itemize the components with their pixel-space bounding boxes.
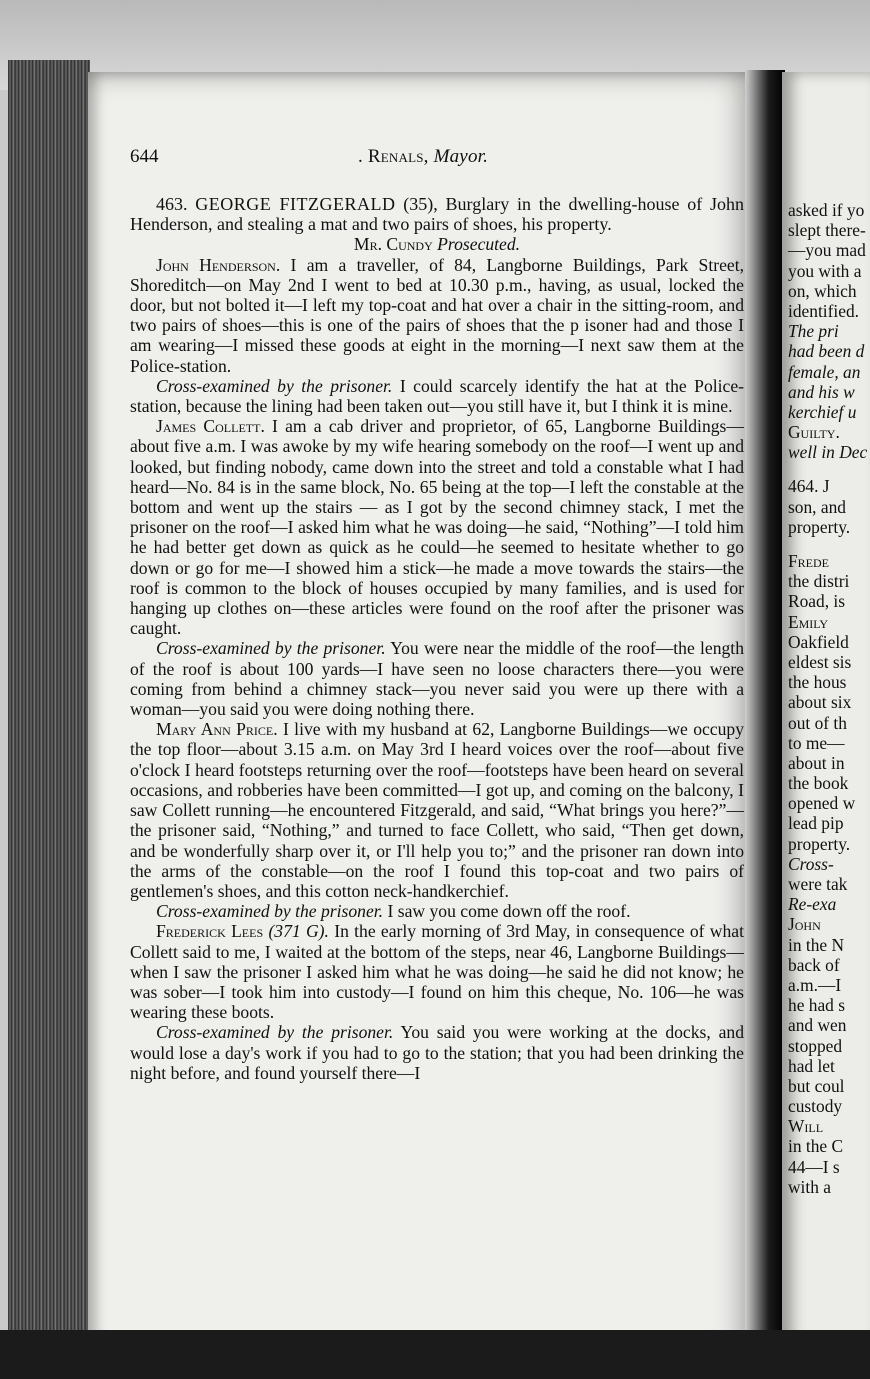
right-page-line: out of th [788, 712, 847, 733]
running-head-name: Renals, [367, 146, 429, 167]
right-page-line: Oakfield [788, 631, 849, 652]
cross-examination-paragraph [130, 901, 744, 921]
page-header [130, 146, 730, 172]
defendant-age: (35), [403, 194, 438, 214]
testimony-text: In the early morning of 3rd May, in consequence of what Collett said to me, I waited at the bottom of the steps, near 46, Langborne Buildings—when I saw the prisoner I asked him what he was doing—he said he did not know; he was sober—I took him into custody—I found on him this cheque, No. 106—he was wearing these boots. [130, 921, 744, 1023]
right-page-line: John [788, 914, 821, 935]
running-head-title: Mayor. [433, 146, 489, 167]
cross-examination-label: Cross-examined by the prisoner. [156, 1022, 394, 1043]
right-page-line: were tak [788, 874, 848, 894]
right-page-line [788, 462, 870, 476]
right-page-line: about six [788, 692, 852, 713]
right-page-line: kerchief u [788, 401, 857, 422]
testimony-paragraph [130, 921, 744, 1022]
defendant-name: GEORGE FITZGERALD [195, 194, 396, 214]
right-page-line: Emily [788, 611, 829, 632]
right-page-line [788, 537, 870, 551]
witness-name: James Collett. [156, 416, 265, 437]
cross-examination-paragraph [130, 638, 744, 719]
right-page-line: property. [788, 833, 851, 854]
right-page-line: the book [788, 773, 849, 794]
witness-name: Mary Ann Price. [156, 719, 278, 740]
right-page-line: the hous [788, 672, 847, 693]
right-page-line: in the N [788, 934, 845, 955]
right-page-line: and his w [788, 381, 855, 402]
right-page-line: opened w [788, 793, 856, 814]
right-page-line: son, and [788, 496, 846, 517]
cross-examination-label: Cross-examined by the prisoner. [156, 901, 384, 922]
prosecutor-role: Prosecuted. [437, 234, 521, 255]
right-page-line: had been d [788, 341, 865, 362]
right-page-line: 464. J [788, 476, 830, 497]
right-page-line: the distri [788, 571, 850, 592]
testimony-text: I could scarcely identify the hat at the Police-station, because the lining had been taken out—you still have it, but I think it is mine. [130, 375, 744, 417]
right-page-text [788, 200, 870, 1197]
testimony-text: You were near the middle of the roof—the length of the roof is about 100 yards—I have seen no loose characters there—you were coming from behind a chimney stack—you never said you were up there with a woman—you said you were doing nothing there. [130, 638, 744, 720]
cross-examination-paragraph [130, 376, 744, 416]
right-page-line: about in [788, 752, 845, 773]
right-page-line: you with a [788, 260, 862, 281]
right-page-line: lead pip [788, 813, 844, 834]
right-page-line: The pri [788, 321, 839, 342]
main-text [130, 194, 744, 1083]
prosecutor-name: Mr. Cundy [353, 234, 433, 255]
right-page [782, 72, 870, 1362]
police-badge: (371 G). [268, 921, 329, 942]
right-page-line: custody [788, 1096, 843, 1117]
right-page-line: Frede [788, 551, 830, 571]
testimony-text: I saw you come down off the roof. [387, 901, 631, 922]
right-page-line: identified. [788, 300, 859, 321]
right-page-line: a.m.—I [788, 974, 842, 995]
cross-examination-label: Cross-examined by the prisoner. [156, 638, 386, 659]
right-page-line: Will [788, 1116, 824, 1137]
right-page-line: well in Dec [788, 442, 868, 463]
page-number: 644 [130, 146, 159, 167]
right-page-line: stopped [788, 1035, 843, 1056]
case-charge: Burglary in the dwelling-house of John Henderson, and stealing a mat and two pairs of shoes, his property. [130, 194, 744, 235]
testimony-paragraph [130, 719, 744, 901]
case-heading [130, 194, 744, 234]
running-head: . Renals, Mayor. [358, 146, 489, 167]
right-page-line: in the C [788, 1136, 844, 1157]
testimony-paragraph [130, 416, 744, 638]
book-page-edges [8, 60, 90, 1360]
testimony-text: I am a traveller, of 84, Langborne Buildings, Park Street, Shoreditch—on May 2nd I went to bed at 10.30 p.m., having, as usual, locked the door, but not bolted it—I left my top-coat and hat over a chair in the sitting-room, and two pairs of shoes—this is one of the pairs of shoes that the p isoner had and those I am wearing—I missed these goods at eight in the morning—I next saw them at the Police-station. [130, 254, 744, 376]
right-page-line: and wen [788, 1015, 847, 1036]
right-page-line: female, an [788, 361, 861, 382]
right-page-line: 44—I s [788, 1156, 840, 1177]
right-page-line: slept there- [788, 220, 866, 241]
right-page-line: with a [788, 1176, 831, 1197]
scan-bottom-edge [0, 1330, 870, 1379]
right-page-line: he had s [788, 995, 845, 1016]
right-page-line: Guilty. [788, 422, 840, 443]
right-page-line: Cross- [788, 853, 834, 874]
book-spine [745, 70, 785, 1360]
right-page-line: back of [788, 954, 840, 975]
testimony-text: You said you were working at the docks, and would lose a day's work if you had to go to the station; that you had been drinking the night before, and found yourself there—I [130, 1022, 744, 1083]
right-page-line: eldest sis [788, 651, 852, 672]
case-number: 463. [156, 194, 188, 214]
right-page-line: had let [788, 1055, 835, 1076]
testimony-text: I am a cab driver and proprietor, of 65, Langborne Buildings—about five a.m. I was awoke by my wife hearing somebody on the roof—I went up and looked, but finding nobody, came down into the street and told a constable what I had heard—No. 84 is in the same block, No. 65 being at the top—I left the constable at the bottom and went up the stairs — as I got by the second chimney stack, I met the prisoner on the roof—I asked him what he was doing—he said, “Nothing”—I told him he had better get down as quick as he could—he seemed to hesitate whether to go down or go for me—I showed him a stick—he made a move towards the stairs—the roof is common to the block of houses occupied by many families, and is used for hanging up clothes on—these articles were found on the roof after the prisoner was caught. [130, 416, 744, 639]
cross-examination-paragraph [130, 1022, 744, 1083]
right-page-line: Road, is [788, 591, 846, 612]
right-page-line: Re-exa [788, 894, 837, 915]
witness-name: Frederick Lees [156, 921, 264, 942]
witness-name: John Henderson. [156, 254, 281, 275]
right-page-line: property. [788, 516, 851, 537]
right-page-line: but coul [788, 1075, 845, 1096]
right-page-line: —you mad [788, 240, 866, 261]
right-page-line: asked if yo [788, 200, 865, 220]
right-page-line: on, which [788, 280, 857, 301]
testimony-text: I live with my husband at 62, Langborne Buildings—we occupy the top floor—about 3.15 a.m. on May 3rd I heard voices over the roof—about five o'clock I heard footsteps returning over the roof—footsteps have been heard on several occasions, and robberies have been committed—I got up, and coming on the balcony, I saw Collett running—he encountered Fitzgerald, and said, “What brings you here?”—the prisoner said, “Nothing,” and turned to face Collett, who said, “Then get down, and be wonderfully sharp over it, or I'll help you to;” and the prisoner ran down into the arms of the constable—on the roof I found this top-coat and two pairs of gentlemen's shoes, and this cotton neck-handkerchief. [130, 719, 744, 901]
testimony-paragraph [130, 255, 744, 376]
prosecutor-line [130, 234, 744, 254]
right-page-line: to me— [788, 732, 845, 753]
cross-examination-label: Cross-examined by the prisoner. [156, 375, 393, 396]
